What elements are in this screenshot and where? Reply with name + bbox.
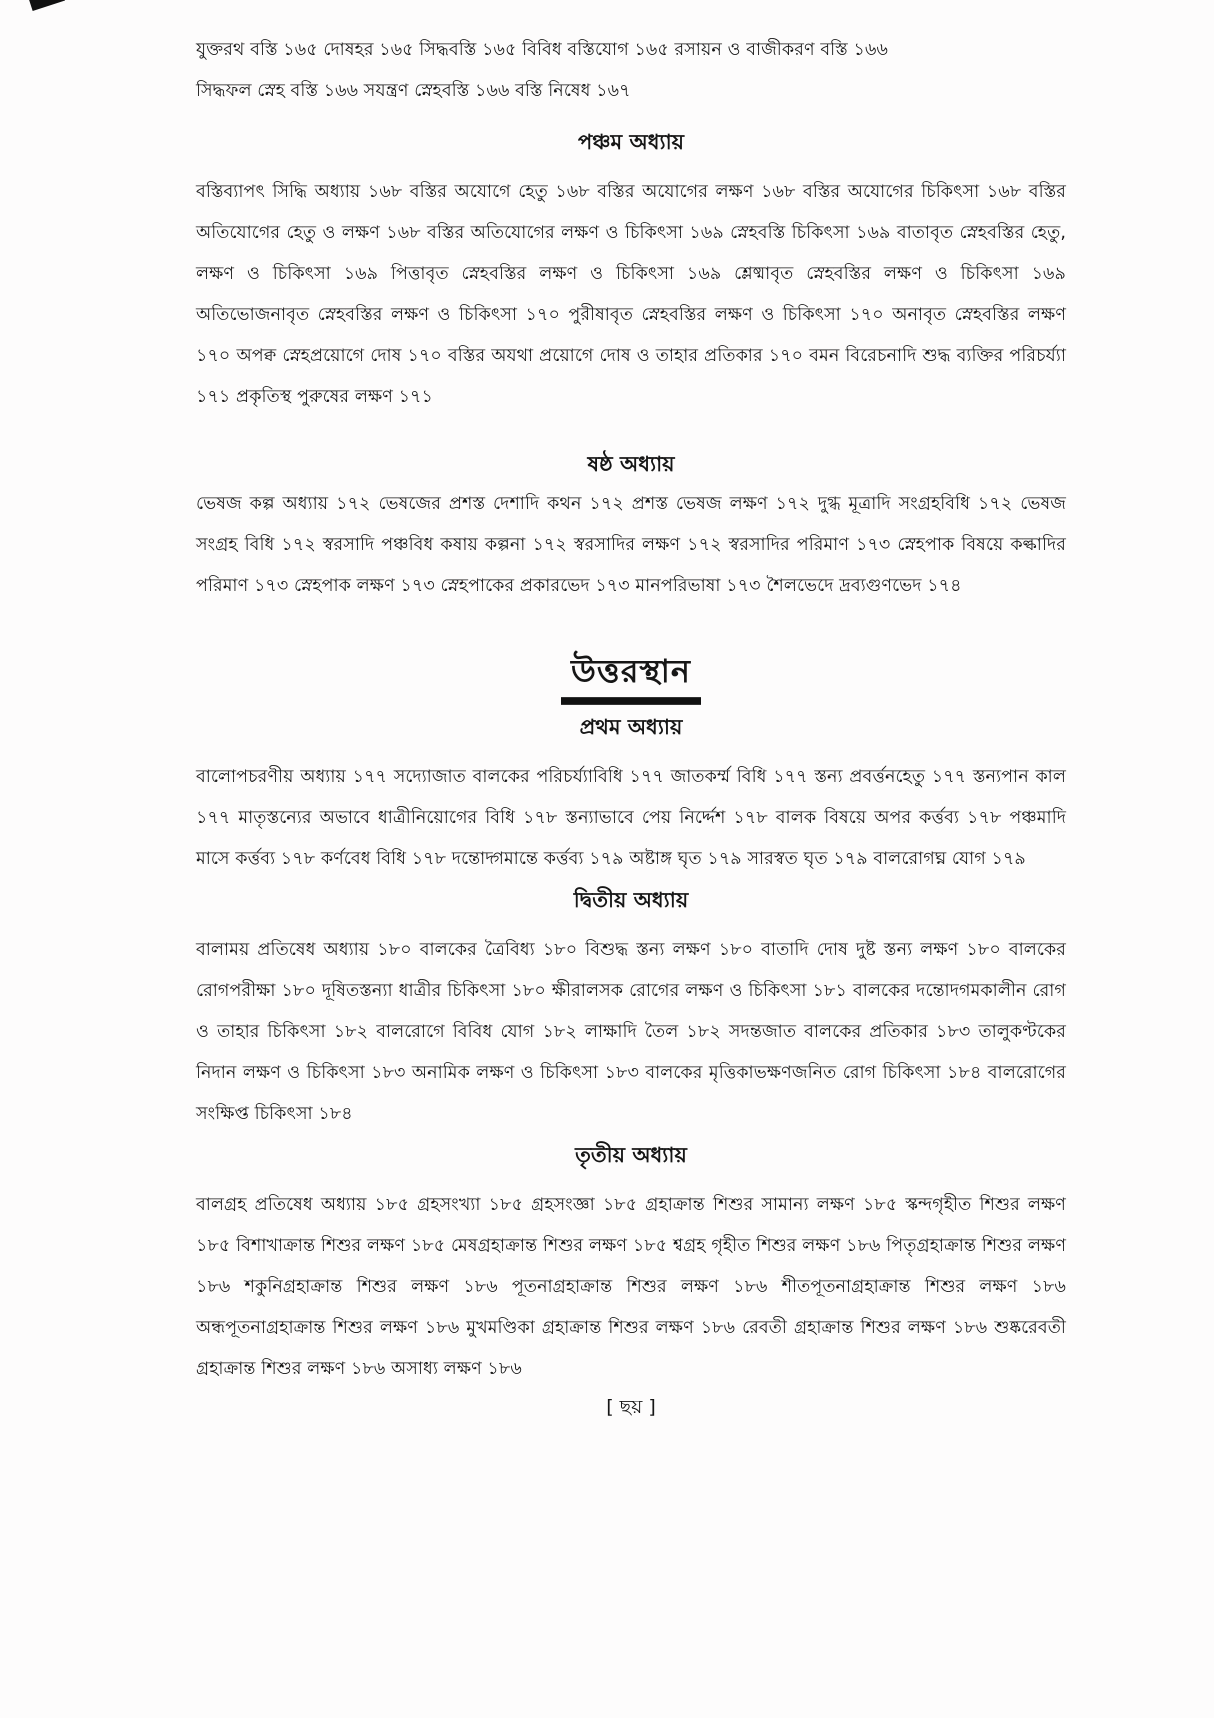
continued-toc-line-2: সিদ্ধফল স্নেহ বস্তি ১৬৬ সযন্ত্রণ স্নেহবস্তি ১৬৬ বস্তি নিষেধ ১৬৭ bbox=[196, 81, 631, 101]
scan-corner-mark bbox=[29, 0, 65, 11]
toc-page bbox=[196, 30, 1066, 1422]
part-chapter-heading-2: দ্বিতীয় অধ্যায় bbox=[573, 888, 689, 912]
part-chapter-3-contents: বালগ্রহ প্রতিষেধ অধ্যায় ১৮৫ গ্রহসংখ্যা ১৮৫ গ্রহসংজ্ঞা ১৮৫ গ্রহাক্রান্ত শিশুর সামান্য লক্ষণ ১৮৫ স্কন্দগৃহীত শিশুর লক্ষণ ১৮৫ বিশাখাক্রান্ত শিশুর লক্ষণ ১৮৫ মেষগ্রহাক্রান্ত শিশুর লক্ষণ ১৮৫ শ্বগ্রহ গৃহীত শিশুর লক্ষণ ১৮৬ পিতৃগ্রহাক্রান্ত শিশুর লক্ষণ ১৮৬ শকুনিগ্রহাক্রান্ত শিশুর লক্ষণ ১৮৬ পূতনাগ্রহাক্রান্ত শিশুর লক্ষণ ১৮৬ শীতপূতনাগ্রহাক্রান্ত শিশুর লক্ষণ ১৮৬ অন্ধপূতনাগ্রহাক্রান্ত শিশুর লক্ষণ ১৮৬ মুখমণ্ডিকা গ্রহাক্রান্ত শিশুর লক্ষণ ১৮৬ রেবতী গ্রহাক্রান্ত শিশুর লক্ষণ ১৮৬ শুষ্করেবতী গ্রহাক্রান্ত শিশুর লক্ষণ ১৮৬ অসাধ্য লক্ষণ ১৮৬ bbox=[196, 1195, 1066, 1379]
chapter-5-contents: বস্তিব্যাপৎ সিদ্ধি অধ্যায় ১৬৮ বস্তির অযোগে হেতু ১৬৮ বস্তির অযোগের লক্ষণ ১৬৮ বস্তির অযোগের চিকিৎসা ১৬৮ বস্তির অতিযোগের হেতু ও লক্ষণ ১৬৮ বস্তির অতিযোগের লক্ষণ ও চিকিৎসা ১৬৯ স্নেহবস্তি চিকিৎসা ১৬৯ বাতাবৃত স্নেহবস্তির হেতু, লক্ষণ ও চিকিৎসা ১৬৯ পিত্তাবৃত স্নেহবস্তির লক্ষণ ও চিকিৎসা ১৬৯ শ্লেষ্মাবৃত স্নেহবস্তির লক্ষণ ও চিকিৎসা ১৬৯ অতিভোজনাবৃত স্নেহবস্তির লক্ষণ ও চিকিৎসা ১৭০ পুরীষাবৃত স্নেহবস্তির লক্ষণ ও চিকিৎসা ১৭০ অনাবৃত স্নেহবস্তির লক্ষণ ১৭০ অপক্ব স্নেহপ্রয়োগে দোষ ১৭০ বস্তির অযথা প্রয়োগে দোষ ও তাহার প্রতিকার ১৭০ বমন বিরেচনাদি শুদ্ধ ব্যক্তির পরিচর্য্যা ১৭১ প্রকৃতিস্থ পুরুষের লক্ষণ ১৭১ bbox=[196, 182, 1066, 407]
part-title: উত্তরস্থান bbox=[571, 652, 691, 690]
page-number: [ ছয় ] bbox=[606, 1396, 656, 1418]
part-chapter-1-contents: বালোপচরণীয় অধ্যায় ১৭৭ সদ্যোজাত বালকের পরিচর্য্যাবিধি ১৭৭ জাতকর্ম্ম বিধি ১৭৭ স্তন্য প্রবর্ত্তনহেতু ১৭৭ স্তন্যপান কাল ১৭৭ মাতৃস্তন্যের অভাবে ধাত্রীনিয়োগের বিধি ১৭৮ স্তন্যাভাবে পেয় নির্দ্দেশ ১৭৮ বালক বিষয়ে অপর কর্ত্তব্য ১৭৮ পঞ্চমাদি মাসে কর্ত্তব্য ১৭৮ কর্ণবেধ বিধি ১৭৮ দন্তোদ্গমান্তে কর্ত্তব্য ১৭৯ অষ্টাঙ্গ ঘৃত ১৭৯ সারস্বত ঘৃত ১৭৯ বালরোগঘ্ন যোগ ১৭৯ bbox=[196, 767, 1066, 869]
part-chapter-heading-3: তৃতীয় অধ্যায় bbox=[575, 1143, 687, 1167]
chapter-heading-5: পঞ্চম অধ্যায় bbox=[577, 130, 685, 154]
continued-toc-line-1: যুক্তরথ বস্তি ১৬৫ দোষহর ১৬৫ সিদ্ধবস্তি ১৬৫ বিবিধ বস্তিযোগ ১৬৫ রসায়ন ও বাজীকরণ বস্তি ১৬৬ bbox=[196, 40, 888, 60]
chapter-heading-6: ষষ্ঠ অধ্যায় bbox=[587, 452, 675, 476]
part-chapter-2-contents: বালাময় প্রতিষেধ অধ্যায় ১৮০ বালকের ত্রৈবিধ্য ১৮০ বিশুদ্ধ স্তন্য লক্ষণ ১৮০ বাতাদি দোষ দুষ্ট স্তন্য লক্ষণ ১৮০ বালকের রোগপরীক্ষা ১৮০ দূষিতস্তন্যা ধাত্রীর চিকিৎসা ১৮০ ক্ষীরালসক রোগের লক্ষণ ও চিকিৎসা ১৮১ বালকের দন্তোদগমকালীন রোগ ও তাহার চিকিৎসা ১৮২ বালরোগে বিবিধ যোগ ১৮২ লাক্ষাদি তৈল ১৮২ সদন্তজাত বালকের প্রতিকার ১৮৩ তালুকণ্টকের নিদান লক্ষণ ও চিকিৎসা ১৮৩ অনামিক লক্ষণ ও চিকিৎসা ১৮৩ বালকের মৃত্তিকাভক্ষণজনিত রোগ চিকিৎসা ১৮৪ বালরোগের সংক্ষিপ্ত চিকিৎসা ১৮৪ bbox=[196, 940, 1066, 1124]
title-underline-rule bbox=[561, 697, 701, 705]
part-chapter-heading-1: প্রথম অধ্যায় bbox=[579, 715, 683, 739]
chapter-6-contents: ভেষজ কল্প অধ্যায় ১৭২ ভেষজের প্রশস্ত দেশাদি কথন ১৭২ প্রশস্ত ভেষজ লক্ষণ ১৭২ দুগ্ধ মূত্রাদি সংগ্রহবিধি ১৭২ ভেষজ সংগ্রহ বিধি ১৭২ স্বরসাদি পঞ্চবিধ কষায় কল্পনা ১৭২ স্বরসাদির লক্ষণ ১৭২ স্বরসাদির পরিমাণ ১৭৩ স্নেহপাক বিষয়ে কল্কাদির পরিমাণ ১৭৩ স্নেহপাক লক্ষণ ১৭৩ স্নেহপাকের প্রকারভেদ ১৭৩ মানপরিভাষা ১৭৩ শৈলভেদে দ্রব্যগুণভেদ ১৭৪ bbox=[196, 494, 1066, 596]
